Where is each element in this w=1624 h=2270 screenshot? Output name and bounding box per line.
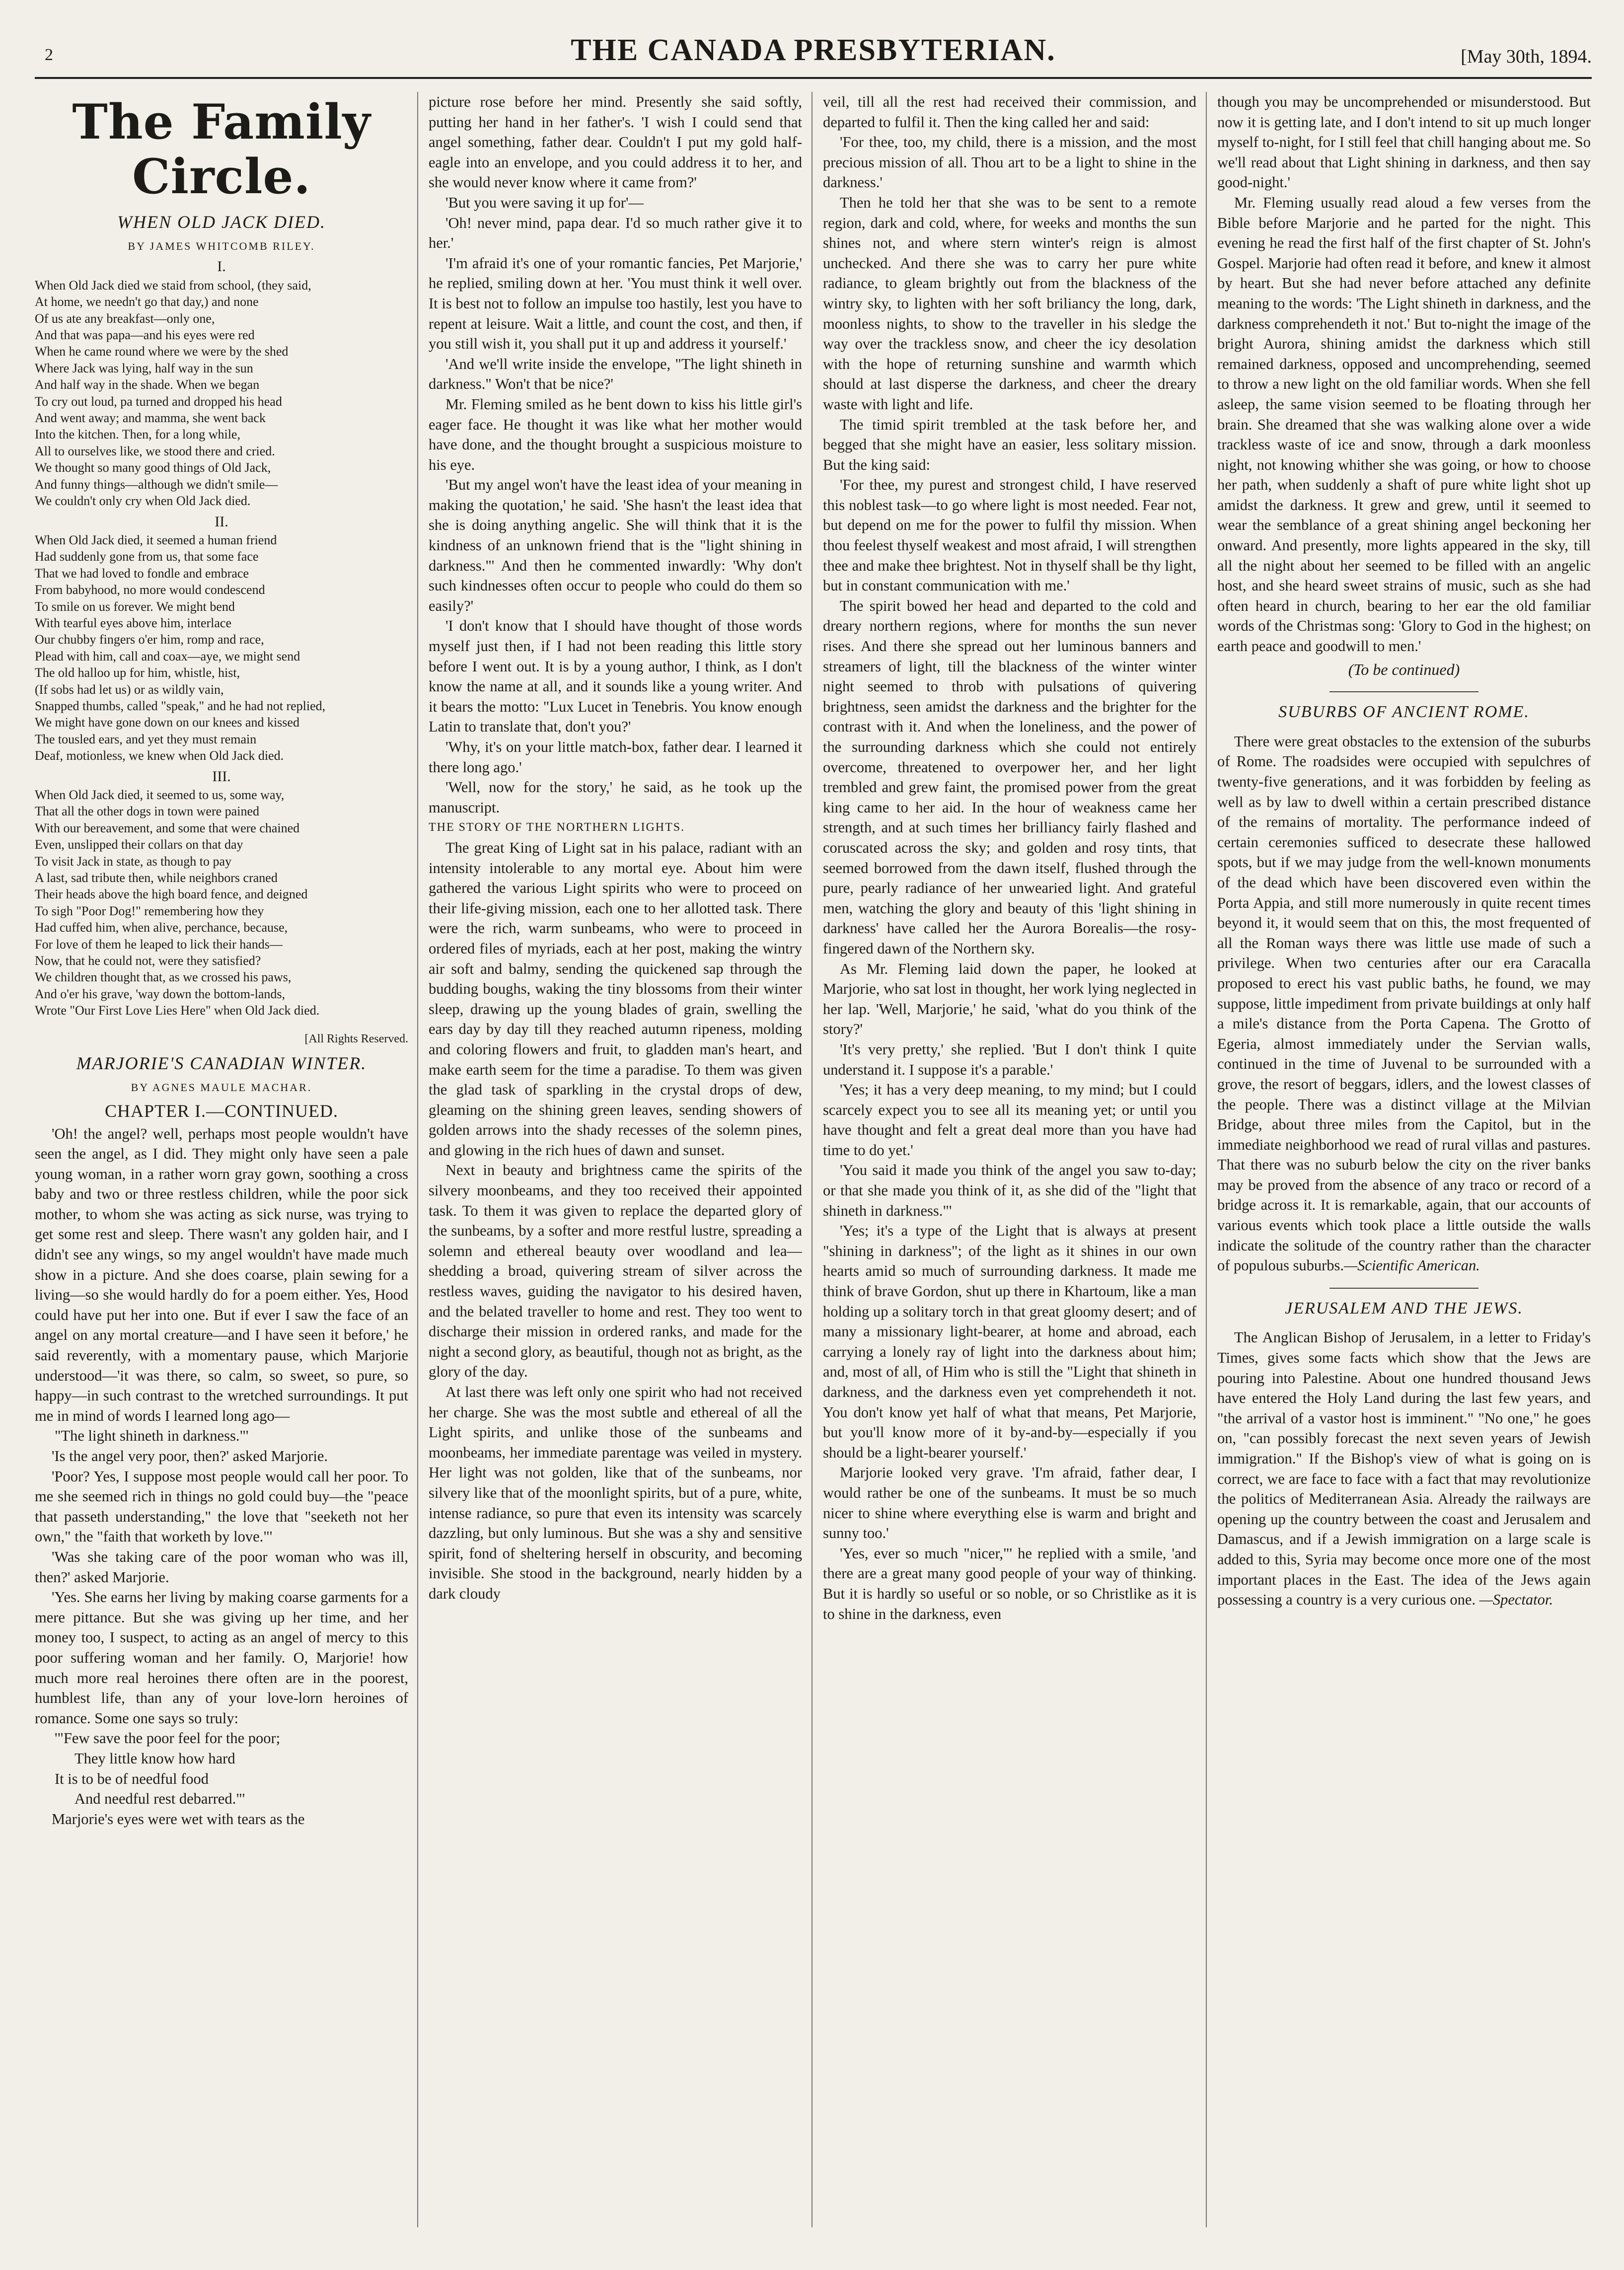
story-paragraph: 'Oh! never mind, papa dear. I'd so much rather give it to her.'	[429, 214, 802, 252]
poem-line: To sigh "Poor Dog!" remembering how they	[35, 903, 264, 918]
poem-line: Of us ate any breakfast—only one,	[35, 311, 215, 326]
section-divider	[1329, 1288, 1478, 1289]
story-paragraph: 'Yes, ever so much "nicer,"' he replied with a smile, 'and there are a great many good people of your way of thinking. But it is hardly so useful or so noble, or so Christlike as it is to shine in the darkness, even	[823, 1544, 1196, 1622]
poem-line: A last, sad tribute then, while neighbors craned	[35, 871, 278, 885]
inner-story-heading: THE STORY OF THE NORTHERN LIGHTS.	[429, 821, 685, 834]
poem-line: Had suddenly gone from us, that some face	[35, 549, 259, 564]
poem-line: And that was papa—and his eyes were red	[35, 328, 255, 343]
stanza	[35, 277, 408, 510]
suburbs-title: SUBURBS OF ANCIENT ROME.	[1278, 703, 1530, 722]
story-paragraph: though you may be uncomprehended or misunderstood. But now it is getting late, and I don't intend to sit up much longer myself to-night, for I still feel that chill hanging about me. So we'll read about that Light shining in darkness, and then say good-night.'	[1217, 93, 1591, 191]
poem-line: Where Jack was lying, half way in the sun	[35, 361, 253, 375]
poem-line: Even, unslipped their collars on that day	[35, 837, 243, 852]
story-paragraph: As Mr. Fleming laid down the paper, he looked at Marjorie, who sat lost in thought, her work lying neglected in her lap. 'Well, Marjorie,' he said, 'what do you think of the story?'	[823, 960, 1196, 1038]
poem-byline: BY JAMES WHITCOMB RILEY.	[128, 240, 315, 252]
story-paragraph: Next in beauty and brightness came the spirits of the silvery moonbeams, and they too received their appointed task. To them it was given to replace the departed glory of the sunbeams, by a softer and more restful lustre, spreading a solemn and ethereal beauty over woodland and lea—shedding a broad, quivering stream of silver across the restless waves, guiding the navigator to his desired haven, and the belated traveller to home and rest. They too went to discharge their mission in ordered ranks, and made for the night a second glory, as beautiful, though not as bright, as the glory of the day.	[429, 1162, 802, 1381]
story-paragraph: 'Yes; it has a very deep meaning, to my mind; but I could scarcely expect you to see all its meaning yet; or until you have thought and felt a great deal more than you have had time to do yet.'	[823, 1081, 1196, 1159]
poem-line: Had cuffed him, when alive, perchance, because,	[35, 920, 288, 935]
poem-line: When he came round where we were by the shed	[35, 344, 289, 359]
section-divider	[1329, 691, 1478, 692]
column-1	[35, 92, 408, 2242]
story-paragraph: 'Well, now for the story,' he said, as he took up the manuscript.	[429, 779, 802, 816]
story-text-col1	[35, 1124, 408, 1830]
column-2	[429, 92, 802, 2242]
rights-notice: [All Rights Reserved.	[304, 1032, 408, 1045]
story-paragraph: 'For thee, too, my child, there is a mission, and the most precious mission of all. Thou art to be a light to shine in the darkness.'	[823, 134, 1196, 191]
stanza-numeral: III.	[212, 768, 231, 785]
story-title: MARJORIE'S CANADIAN WINTER.	[76, 1053, 367, 1074]
stanza	[35, 532, 408, 764]
story-paragraph: 'But my angel won't have the least idea of your meaning in making the quotation,' he said. 'She hasn't the least idea that she is doing anything angelic. She will think that it is the kindness of an unknown friend that is the "light shining in darkness."' And then he commented inwardly: 'Why don't such kindnesses often occur to people who could do them so easily?'	[429, 476, 802, 614]
poem-line: (If sobs had let us) or as wildly vain,	[35, 682, 224, 697]
story-paragraph: 'For thee, my purest and strongest child, I have reserved this noblest task—to go where light is most needed. Fear not, but depend on me for the power to fulfil thy mission. When thou feelest thyself weakest and most afraid, I will strengthen thee and make thee brightest. Not in thyself shall be thy light, but in constant communication with me.'	[823, 476, 1196, 594]
story-paragraph: "The light shineth in darkness."'	[55, 1427, 249, 1445]
stanza-numeral: I.	[217, 258, 226, 275]
story-paragraph: 'It's very pretty,' she replied. 'But I don't think I quite understand it. I suppose it's a parable.'	[823, 1040, 1196, 1078]
jerusalem-article	[1217, 1327, 1591, 1610]
quote-line: And needful rest debarred."'	[74, 1790, 245, 1808]
story-paragraph: 'And we'll write inside the envelope, "The light shineth in darkness." Won't that be nice?'	[429, 355, 802, 393]
poem-line: Into the kitchen. Then, for a long while,	[35, 427, 240, 442]
newspaper-title: THE CANADA PRESBYTERIAN.	[571, 33, 1056, 67]
poem-line: And went away; and mamma, she went back	[35, 411, 266, 426]
story-paragraph: Then he told her that she was to be sent to a remote region, dark and cold, where, for weeks and months the sun shines not, and where stern winter's reign is almost unchecked. And there she was to carry her pure white radiance, to gleam brightly out from the blackness of the wintry sky, to lighten with her soft briliancy the long, dark, moonless nights, to show to the traveller in his sledge the way over the trackless snow, and cheer the icy desolation with the hope of returning sunshine and warmth which should at last disperse the darkness, and cheer the dreary waste with light and life.	[823, 194, 1196, 413]
poem-body	[35, 258, 408, 1019]
story-paragraph: veil, till all the rest had received their commission, and departed to fulfil it. Then the king called her and said:	[823, 93, 1196, 131]
story-paragraph: Mr. Fleming smiled as he bent down to kiss his little girl's eager face. He thought it was like what her mother would have done, and the thought brought a suspicious moisture to his eye.	[429, 395, 802, 473]
jerusalem-source: —Spectator.	[1479, 1591, 1553, 1609]
poem-line: From babyhood, no more would condescend	[35, 583, 265, 597]
column-4	[1217, 92, 1591, 2242]
to-be-continued: (To be continued)	[1348, 660, 1460, 678]
story-paragraph: Marjorie's eyes were wet with tears as the	[52, 1810, 305, 1828]
stanza	[35, 787, 408, 1019]
story-text-col4	[1217, 92, 1591, 657]
story-paragraph: 'Why, it's on your little match-box, father dear. I learned it there long ago.'	[429, 738, 802, 776]
jerusalem-body: The Anglican Bishop of Jerusalem, in a letter to Friday's Times, gives some facts which show that the Jews are pouring into Palestine. About one hundred thousand Jews have entered the Holy Land during the last few years, and "the arrival of a vastor host is imminent." "No one," he goes on, "can possibly forecast the next seven years of Jewish immigration." If the Bishop's view of what is going on is correct, we are face to face with a fact that may revolutionize the politics of Mediterranean Asia. Already the railways are opening up the country between the coast and Jerusalem and Damascus, and if a Jewish immigration on a large scale is added to this, Syria may become once more one of the most important places in the East. The idea of the Jews again possessing a country is a very curious one.	[1217, 1329, 1591, 1609]
poem-line: With our bereavement, and some that were chained	[35, 820, 300, 835]
department-heading: The Family Circle.	[72, 94, 371, 205]
poem-line: To cry out loud, pa turned and dropped his head	[35, 394, 282, 409]
poem-title: WHEN OLD JACK DIED.	[117, 212, 326, 232]
story-paragraph: 'Was she taking care of the poor woman who was ill, then?' asked Marjorie.	[35, 1548, 408, 1586]
poem-line: When Old Jack died we staid from school, (they said,	[35, 278, 311, 293]
story-paragraph: 'Is the angel very poor, then?' asked Marjorie.	[52, 1448, 328, 1465]
poem-line: And funny things—although we didn't smile—	[35, 477, 278, 492]
story-paragraph: The timid spirit trembled at the task before her, and begged that she might have an easier, less solitary mission. But the king said:	[823, 416, 1196, 473]
poem-line: When Old Jack died, it seemed a human friend	[35, 532, 277, 547]
suburbs-source: —Scientific American.	[1344, 1257, 1480, 1274]
poem-line: Our chubby fingers o'er him, romp and race,	[35, 632, 264, 647]
column-3	[823, 92, 1196, 2242]
poem-line: At home, we needn't go that day,) and none	[35, 294, 259, 309]
story-paragraph: 'Yes; it's a type of the Light that is always at present "shining in darkness"; of the light as it shines in our own hearts amid so much of surrounding darkness. It made me think of brave Gordon, shut up there in Khartoum, like a man holding up a solitary torch in that great gloomy desert; and of many a missionary light-bearer, at home and abroad, each carrying a lonely ray of light into the darkness about him; and, most of all, of Him who is still the "Light that shineth in darkness, and the darkness even yet comprehendeth it not. You don't know yet half of what that means, Pet Marjorie, but you'll know more of it by-and-by—especially if you should be a light-bearer yourself.'	[823, 1222, 1196, 1461]
poem-line: We children thought that, as we crossed his paws,	[35, 970, 292, 985]
poem-line: We couldn't only cry when Old Jack died.	[35, 494, 251, 509]
poem-line: All to ourselves like, we stood there and cried.	[35, 443, 275, 458]
poem-line: That we had loved to fondle and embrace	[35, 566, 249, 581]
poem-line: For love of them he leaped to lick their hands—	[35, 937, 283, 952]
poem-line: Now, that he could not, were they satisfied?	[35, 953, 261, 968]
story-byline: BY AGNES MAULE MACHAR.	[131, 1081, 312, 1094]
poem-line: Wrote "Our First Love Lies Here" when Old Jack died.	[35, 1003, 320, 1018]
story-paragraph: At last there was left only one spirit who had not received her charge. She was the most subtle and ethereal of all the Light spirits, and unlike those of the sunbeams and moonbeams, her immediate parentage was veiled in mystery. Her light was not golden, like that of the sunbeams, nor silvery like that of the moonlight spirits, but of a pure, white, intense radiance, so pure that even its intensity was scarcely dazzling, but only luminous. But she was a shy and sensitive spirit, fond of sheltering herself in obscurity, and becoming invisible. She stood in the background, nearly hidden by a dark cloudy	[429, 1384, 802, 1602]
poem-line: With tearful eyes above him, interlace	[35, 615, 232, 630]
story-paragraph: 'Poor? Yes, I suppose most people would call her poor. To me she seemed rich in things no gold could buy—the "peace that passeth understanding," the love that "seeketh not her own," the "faith that worketh by love."'	[35, 1467, 408, 1545]
story-paragraph: 'Oh! the angel? well, perhaps most people wouldn't have seen the angel, as I did. They might only have seen a pale young woman, in a rather worn gray gown, soothing a cross baby and two or three restless children, while the poor sick mother, to whom she was acting as sick nurse, was trying to get some rest and sleep. There wasn't any golden hair, and I didn't see any wings, so my angel wouldn't have made much show in a picture. And she does coarse, plain sewing for a living—so she would hardly do for a poem either. Yes, Hood could have put her into one. But if ever I saw the face of an angel on any mortal creature—and I have seen it before,' he said reverently, with a momentary pause, which Marjorie understood—'it was there, so calm, so sweet, so pure, so happy—in such contrast to the wretched surroundings. It put me in mind of words I learned long ago—	[35, 1125, 408, 1424]
poem-line: The old halloo up for him, whistle, hist,	[35, 665, 240, 680]
story-paragraph: 'But you were saving it up for'—	[445, 194, 644, 211]
poem-line: That all the other dogs in town were pained	[35, 804, 259, 819]
story-paragraph: 'You said it made you think of the angel you saw to-day; or that she made you think of it, as she did of the "light that shineth in darkness."'	[823, 1162, 1196, 1219]
stanza-numeral: II.	[215, 513, 228, 530]
poem-line: And o'er his grave, 'way down the bottom-lands,	[35, 986, 285, 1001]
quote-line: It is to be of needful food	[55, 1770, 209, 1787]
poem-line: And half way in the shade. When we began	[35, 377, 260, 392]
poem-line: We might have gone down on our knees and kissed	[35, 715, 299, 730]
chapter-heading: CHAPTER I.—CONTINUED.	[105, 1100, 338, 1121]
poem-line: To smile on us forever. We might bend	[35, 599, 235, 614]
story-paragraph: Marjorie looked very grave. 'I'm afraid, father dear, I would rather be one of the sunbeams. It must be so much nicer to shine where everything else is warm and bright and sunny too.'	[823, 1464, 1196, 1542]
poem-line: Snapped thumbs, called "speak," and he had not replied,	[35, 698, 326, 713]
story-paragraph: The great King of Light sat in his palace, radiant with an intensity intolerable to any mortal eye. About him were gathered the various Light spirits who were to proceed on their life-giving mission, each one to her allotted task. There were the rich, warm sunbeams, who were to proceed in ordered files of myriads, each at her post, making the wintry air soft and balmy, sending the quickened sap through the budding boughs, waking the tiny blossoms from their winter sleep, drawing up the young blades of grain, swelling the ears day by day till they reached autumn ripeness, molding and coloring flowers and fruit, to gladden man's heart, and make earth seem for the time a paradise. To them was given the glad task of sparkling in the crystal drops of dew, gleaming on the shining green leaves, sending showers of golden arrows into the shady recesses of the solemn pines, and glowing in the rich hues of dawn and sunset.	[429, 839, 802, 1159]
article-columns	[35, 92, 1592, 2242]
page-number: 2	[45, 46, 53, 64]
poem-line: When Old Jack died, it seemed to us, some way,	[35, 788, 285, 802]
story-paragraph: Mr. Fleming usually read aloud a few verses from the Bible before Marjorie and he parted for the night. This evening he read the first half of the first chapter of St. John's Gospel. Marjorie had often read it before, and knew it almost by heart. But she had never before attached any definite meaning to the words: 'The Light shineth in darkness, and the darkness comprehendeth it not.' But to-night the image of the bright Aurora, shining amidst the darkness which still remained darkness, opposed and uncomprehending, seemed to throw a new light on the old familiar words. When she fell asleep, the same vision seemed to be floating through her brain. She dreamed that she was walking alone over a wide trackless waste of ice and snow, through a dark moonless night, not knowing whither she was going, or how to choose her path, when suddenly a shaft of pure white light shot up amidst the darkness. It grew and grew, until it seemed to wear the semblance of a great shining angel beckoning her onward. And presently, more lights appeared in the sky, till all the night about her seemed to be filled with an angelic host, and she heard sweet strains of music, such as she had often heard in church, bearing to her ear the old familiar words of the Christmas song: 'Glory to God in the highest; on earth peace and goodwill to men.'	[1217, 194, 1591, 655]
suburbs-article	[1217, 732, 1591, 1276]
poem-line: Their heads above the high board fence, and deigned	[35, 887, 308, 902]
masthead	[35, 30, 1592, 79]
story-paragraph: 'I'm afraid it's one of your romantic fancies, Pet Marjorie,' he replied, smiling down at her. 'You must think it well over. It is best not to follow an impulse too hastily, lest you have to repent at leisure. Wait a little, and count the cost, and then, if you still wish it, you shall put it up and address it yourself.'	[429, 254, 802, 353]
quote-line: They little know how hard	[74, 1750, 235, 1767]
story-paragraph: The spirit bowed her head and departed to the cold and dreary northern regions, where for months the sun never rises. And there she spread out her luminous banners and streamers of light, till the blackness of the winter winter night seemed to throb with pulsations of quivering brightness, seen amidst the darkness and the brighter for the contrast with it. And when the loneliness, and the power of the surrounding darkness which she could not entirely overcome, threatened to overpower her, and her light trembled and grew faint, the promised power from the great king came to her aid. In the hour of weakness came her strength, and at such times her brilliancy fairly flashed and coruscated across the sky; and golden and rosy tints, that seemed borrowed from the dawn itself, flushed through the pure, pearly radiance of her unwearied light. And grateful men, watching the glory and beauty of this 'light shining in darkness' have called her the Aurora Borealis—the rosy-fingered dawn of the Northern sky.	[823, 597, 1196, 957]
issue-date: [May 30th, 1894.	[1461, 46, 1592, 67]
newspaper-page	[35, 30, 1592, 2250]
poem-line: Plead with him, call and coax—aye, we might send	[35, 649, 300, 663]
poem-line: To visit Jack in state, as though to pay	[35, 854, 232, 869]
jerusalem-title: JERUSALEM AND THE JEWS.	[1285, 1299, 1523, 1318]
story-paragraph: 'Yes. She earns her living by making coarse garments for a mere pittance. But she was giving up her time, and her money too, I suspect, to acting as an angel of mercy to this poor suffering woman and her family. O, Marjorie! how much more real heroines there often are in the poorest, humblest life, than any of your love-lorn heroines of romance. Some one says so truly:	[35, 1589, 408, 1727]
quote-line: '"Few save the poor feel for the poor;	[55, 1730, 281, 1747]
poem-line: The tousled ears, and yet they must remain	[35, 732, 257, 746]
story-paragraph: 'I don't know that I should have thought of those words myself just then, if I had not been reading this little story before I went out. It is by a young author, I think, as I don't know the name at all, and it sounds like a young writer. And it bears the motto: "Lux Lucet in Tenebris. You know enough Latin to translate that, don't you?'	[429, 617, 802, 735]
poem-line: Deaf, motionless, we knew when Old Jack died.	[35, 748, 284, 763]
suburbs-body: There were great obstacles to the extension of the suburbs of Rome. The roadsides were occupied with sepulchres of twenty-five generations, and it was forbidden by feeling as well as by law to dwell within a certain prescribed distance of the remains of mortality. The performance indeed of certain ceremonies sufficed to desecrate these hallowed spots, but if we may judge from the well-known monuments of the dead which have been discovered even within the Porta Appia, and still more numerously in quite recent times beyond it, it would seem that on this, the most frequented of all the Roman ways there was little use made of such a privilege. When two centuries after our era Caracalla proposed to erect his vast public baths, he found, we may suppose, little impediment from private buildings at only half a mile's distance from the Porta Capena. The Grotto of Egeria, almost immediately under the Servian walls, continued in the time of Juvenal to be surrounded with a grove, the resort of beggars, idlers, and the lowest classes of the people. There was a distinct village at the Milvian Bridge, about three miles from the Capitol, but in the immediate neighborhood we read of rural villas and pastures. That there was no suburb below the city on the river banks may be proved from the absence of any traco or record of a bridge across it. It is remarkable, again, that our accounts of various events which took place a little outside the walls indicate the solitude of the country rather than the character of populous suburbs.	[1217, 732, 1591, 1274]
story-paragraph: picture rose before her mind. Presently she said softly, putting her hand in her father's. 'I wish I could send that angel something, father dear. Couldn't I put my gold half-eagle into an envelope, and you could address it to her, and she would never know where it came from?'	[429, 93, 802, 191]
poem-line: We thought so many good things of Old Jack,	[35, 460, 271, 475]
